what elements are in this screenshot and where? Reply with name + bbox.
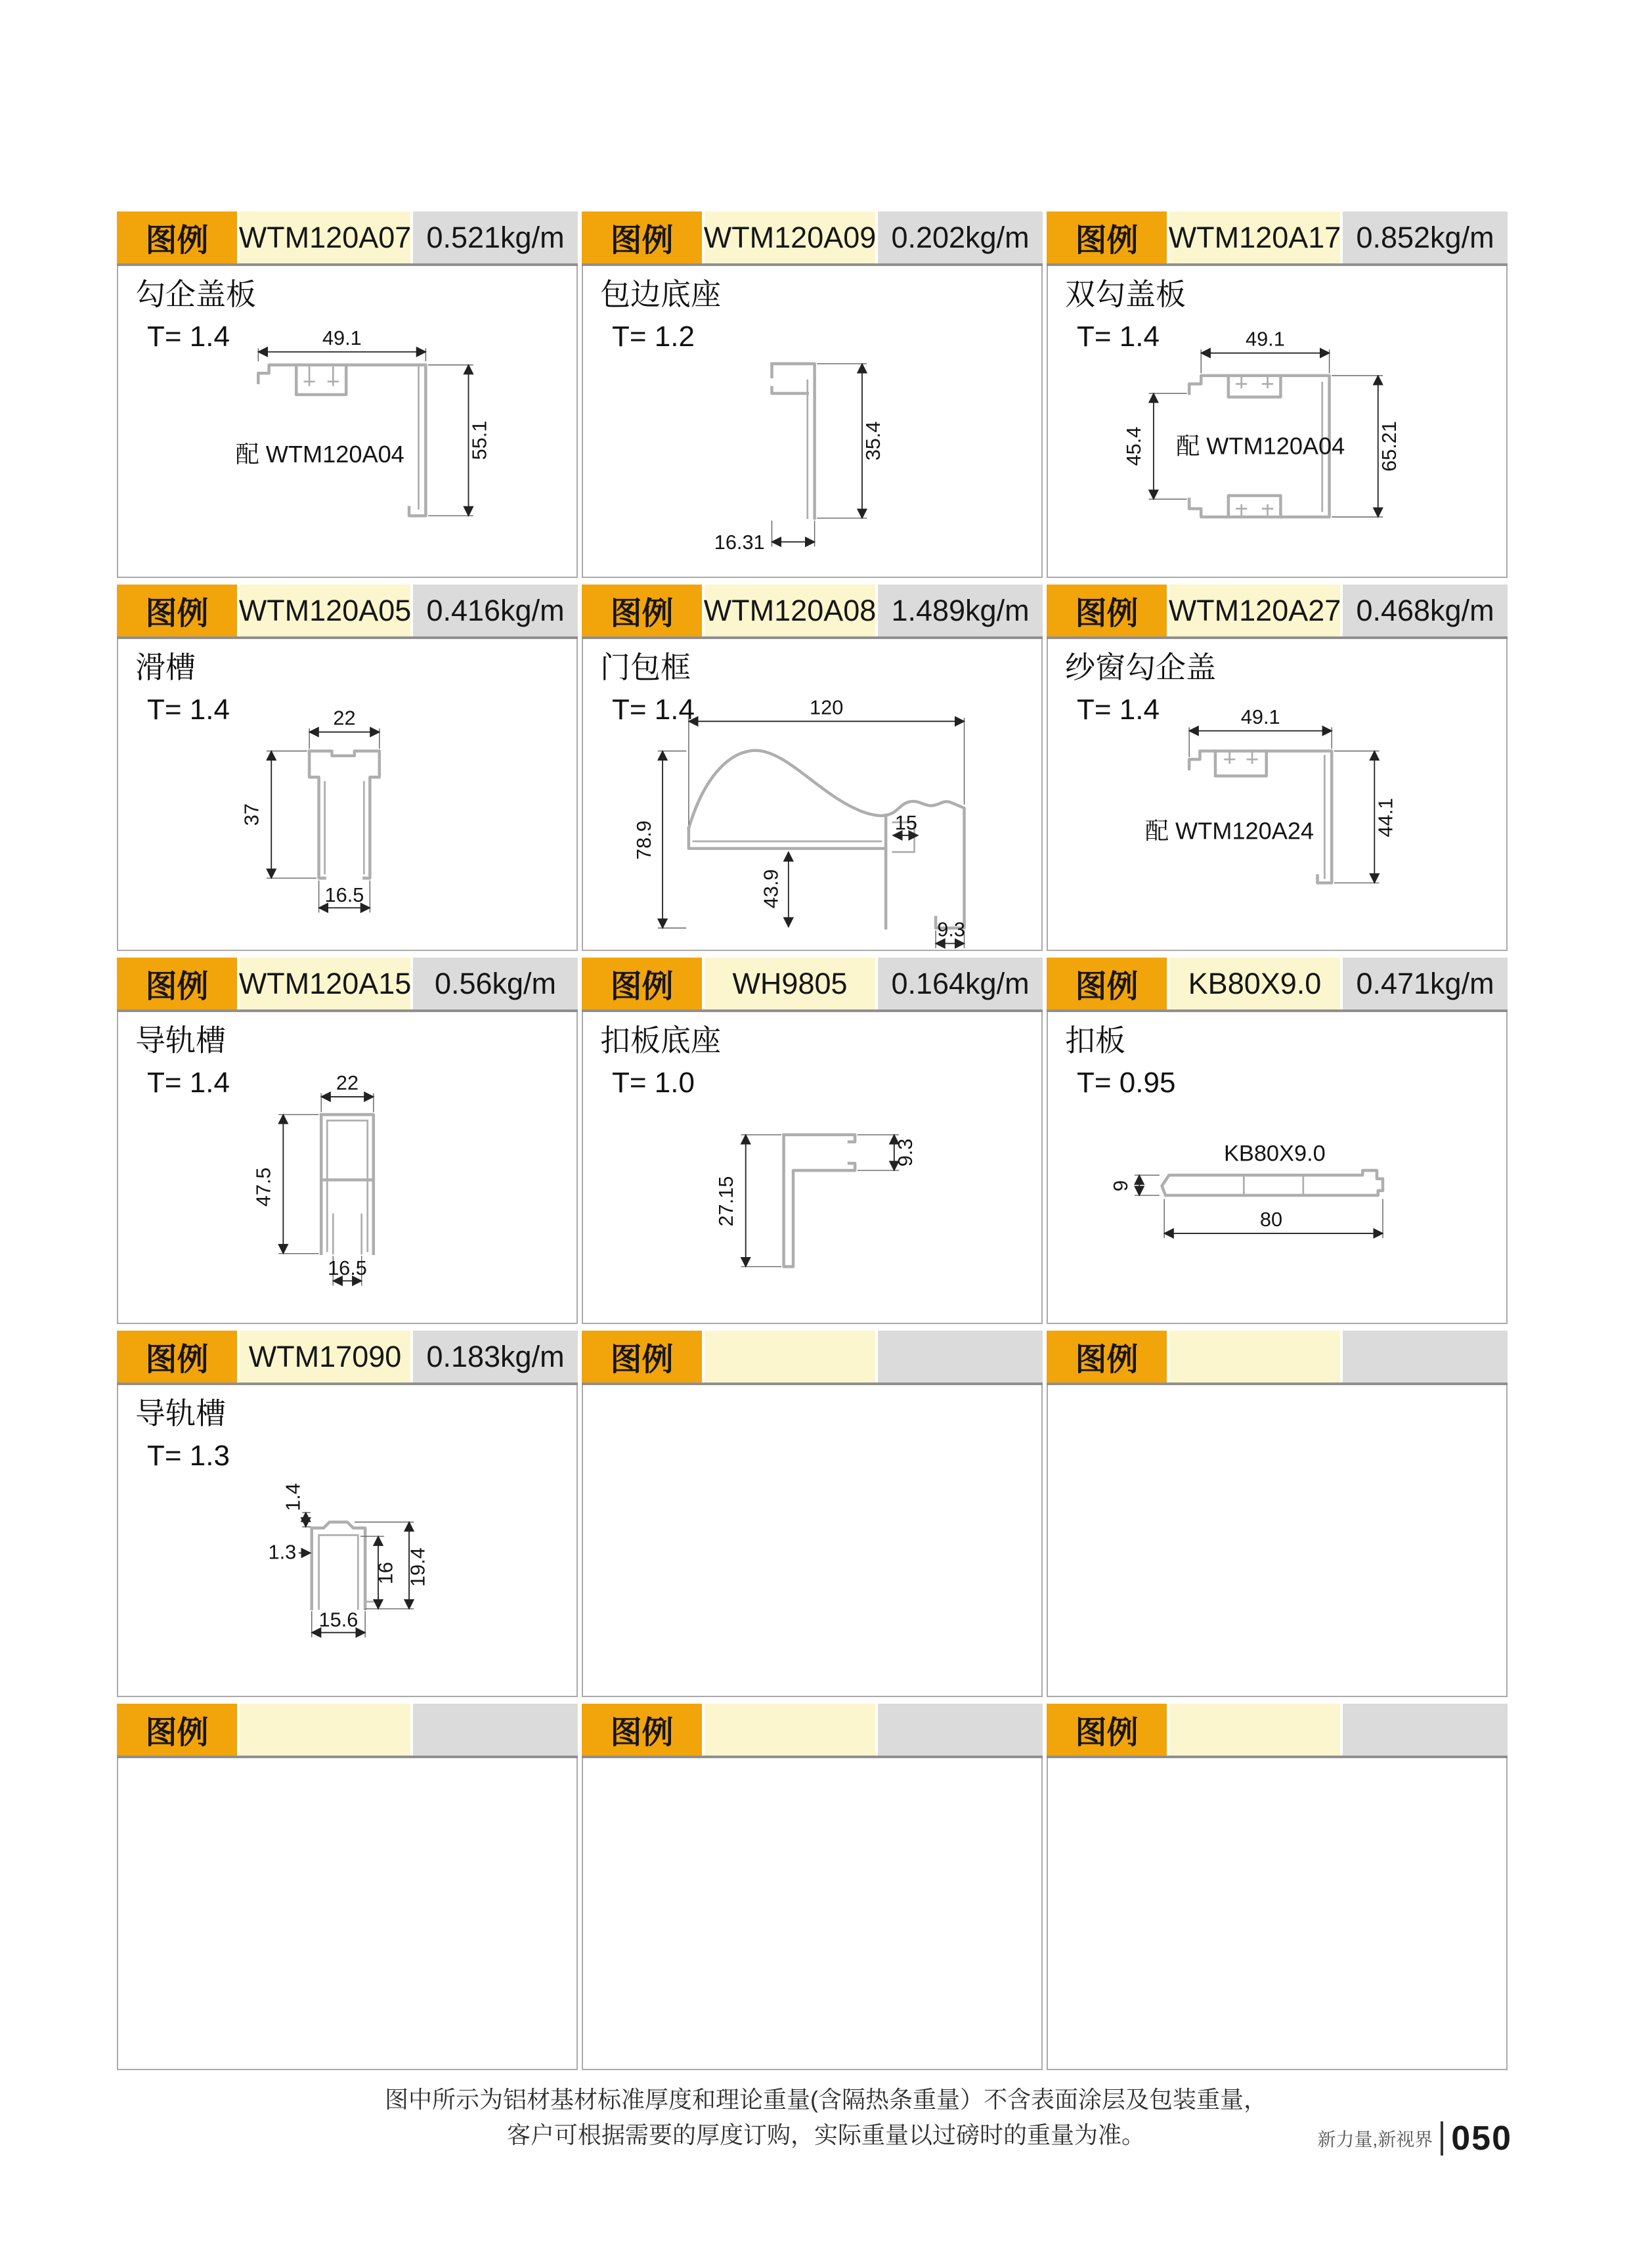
dim-outer: 19.4 bbox=[406, 1547, 429, 1587]
cell-header bbox=[582, 1331, 1043, 1385]
profile-name: 包边底座 bbox=[600, 277, 721, 311]
profile-cell-wh9805 bbox=[582, 958, 1043, 1324]
profile-cell-wtm120a09 bbox=[582, 211, 1043, 578]
dim-bottom: 16.31 bbox=[714, 530, 765, 554]
footer-note-line1: 图中所示为铝材基材标准厚度和理论重量(含隔热条重量）不含表面涂层及包装重量， bbox=[385, 2086, 1267, 2113]
profile-name: 双勾盖板 bbox=[1065, 277, 1186, 311]
profile-name: 纱窗勾企盖 bbox=[1065, 650, 1216, 684]
profile-drawing bbox=[137, 1426, 557, 1699]
profile-cell-empty bbox=[582, 1331, 1043, 1697]
profile-cell-wtm120a05 bbox=[117, 585, 578, 951]
cell-header bbox=[582, 958, 1043, 1012]
dim-right: 9.3 bbox=[893, 1138, 917, 1166]
dim-top: 22 bbox=[336, 1071, 359, 1094]
profile-outline bbox=[309, 751, 380, 878]
profile-cell-empty bbox=[117, 1704, 578, 2070]
profile-code: WTM120A08 bbox=[705, 585, 875, 636]
dim-top: 49.1 bbox=[1245, 327, 1285, 351]
cell-header bbox=[1047, 211, 1508, 266]
dim-top: 49.1 bbox=[1240, 705, 1280, 728]
legend-badge: 图例 bbox=[1047, 1704, 1167, 1756]
dim-right: 44.1 bbox=[1374, 797, 1397, 837]
profile-weight: 0.852kg/m bbox=[1343, 211, 1508, 263]
dim-wall-top: 1.4 bbox=[281, 1482, 305, 1511]
profile-outline bbox=[772, 363, 815, 518]
cell-body bbox=[1047, 1758, 1508, 2070]
cell-header bbox=[1047, 958, 1508, 1012]
cell-body bbox=[1047, 266, 1508, 578]
dim-top: 22 bbox=[333, 706, 356, 730]
profile-thickness: T= 1.3 bbox=[147, 1439, 230, 1472]
profile-weight bbox=[413, 1704, 578, 1756]
profile-cell-wtm17090 bbox=[117, 1331, 578, 1697]
cell-header bbox=[1047, 585, 1508, 639]
profile-thickness: T= 1.0 bbox=[612, 1066, 695, 1099]
dimensions bbox=[1109, 1175, 1383, 1238]
profile-outline bbox=[784, 1134, 856, 1266]
legend-badge: 图例 bbox=[117, 958, 237, 1009]
cell-body bbox=[582, 266, 1043, 578]
profile-cell-kb80x9 bbox=[1047, 958, 1508, 1324]
profile-drawing bbox=[602, 307, 1022, 580]
profile-drawing bbox=[137, 1053, 557, 1326]
dimensions bbox=[236, 326, 491, 515]
profile-code bbox=[705, 1704, 875, 1756]
profile-code: KB80X9.0 bbox=[1169, 958, 1340, 1009]
profile-cell-wtm120a07 bbox=[117, 211, 578, 578]
dim-right: 55.1 bbox=[467, 420, 491, 460]
profile-weight: 0.164kg/m bbox=[878, 958, 1043, 1009]
profile-name: 勾企盖板 bbox=[135, 277, 256, 311]
profile-code: WTM120A17 bbox=[1169, 211, 1340, 263]
legend-badge: 图例 bbox=[582, 1331, 702, 1383]
profile-drawing bbox=[1067, 680, 1487, 953]
dim-left: 37 bbox=[240, 803, 263, 826]
cell-body bbox=[1047, 1012, 1508, 1324]
cell-body bbox=[1047, 1385, 1508, 1697]
profile-thickness: T= 0.95 bbox=[1077, 1066, 1176, 1099]
dim-right: 35.4 bbox=[861, 421, 885, 460]
dimensions bbox=[240, 706, 379, 912]
profile-name: 导轨槽 bbox=[135, 1023, 226, 1057]
dim-left: 47.5 bbox=[251, 1167, 275, 1206]
profile-thickness: T= 1.2 bbox=[612, 320, 695, 353]
profile-thickness: T= 1.4 bbox=[612, 693, 695, 726]
profile-label: KB80X9.0 bbox=[1224, 1141, 1326, 1166]
dim-inner: 16 bbox=[374, 1561, 397, 1584]
profile-cell-empty bbox=[1047, 1331, 1508, 1697]
profile-weight: 0.468kg/m bbox=[1343, 585, 1508, 636]
dim-foot: 9.3 bbox=[937, 918, 965, 941]
legend-badge: 图例 bbox=[1047, 585, 1167, 636]
legend-badge: 图例 bbox=[1047, 958, 1167, 1009]
dim-bottom: 80 bbox=[1259, 1207, 1283, 1231]
profile-drawing bbox=[602, 1053, 1022, 1326]
profile-cell-empty bbox=[1047, 1704, 1508, 2070]
dimensions bbox=[632, 696, 965, 948]
cell-body bbox=[1047, 639, 1508, 951]
profile-thickness: T= 1.4 bbox=[147, 320, 230, 353]
profile-thickness: T= 1.4 bbox=[147, 1066, 230, 1099]
profile-grid bbox=[117, 211, 1508, 2070]
profile-drawing bbox=[1067, 1053, 1487, 1326]
profile-outline bbox=[312, 1522, 375, 1608]
dim-wall-side: 1.3 bbox=[268, 1540, 297, 1564]
profile-weight: 0.183kg/m bbox=[413, 1331, 578, 1383]
dim-right: 65.21 bbox=[1377, 420, 1401, 472]
legend-badge: 图例 bbox=[582, 1704, 702, 1756]
cell-body bbox=[117, 1385, 578, 1697]
dim-top: 49.1 bbox=[322, 326, 362, 349]
page-mark bbox=[1317, 2119, 1512, 2158]
profile-weight: 0.521kg/m bbox=[413, 211, 578, 263]
cell-header bbox=[582, 585, 1043, 639]
cell-body bbox=[582, 1385, 1043, 1697]
profile-code: WTM17090 bbox=[240, 1331, 410, 1383]
profile-drawing bbox=[137, 307, 557, 580]
profile-thickness: T= 1.4 bbox=[1077, 693, 1160, 726]
profile-drawing bbox=[1067, 307, 1487, 580]
cell-header bbox=[117, 1704, 578, 1758]
dimensions bbox=[268, 1483, 429, 1637]
profile-cell-wtm120a17 bbox=[1047, 211, 1508, 578]
cell-header bbox=[117, 211, 578, 266]
profile-outline bbox=[321, 1115, 374, 1254]
dim-mid: 43.9 bbox=[759, 869, 783, 908]
profile-weight: 0.471kg/m bbox=[1343, 958, 1508, 1009]
legend-badge: 图例 bbox=[117, 1704, 237, 1756]
profile-code: WTM120A15 bbox=[240, 958, 410, 1009]
profile-code: WTM120A27 bbox=[1169, 585, 1340, 636]
profile-name: 导轨槽 bbox=[135, 1396, 226, 1430]
profile-cell-wtm120a08 bbox=[582, 585, 1043, 951]
mate-note: 配 WTM120A24 bbox=[1144, 816, 1315, 844]
dim-left: 45.4 bbox=[1122, 426, 1145, 466]
profile-cell-empty bbox=[582, 1704, 1043, 2070]
profile-weight bbox=[1343, 1704, 1508, 1756]
profile-cell-wtm120a27 bbox=[1047, 585, 1508, 951]
cell-header bbox=[582, 1704, 1043, 1758]
dimensions bbox=[714, 1134, 917, 1266]
cell-header bbox=[1047, 1331, 1508, 1385]
profile-drawing bbox=[137, 680, 557, 953]
profile-name: 门包框 bbox=[600, 650, 691, 684]
cell-header bbox=[1047, 1704, 1508, 1758]
cell-header bbox=[582, 211, 1043, 266]
dim-left: 78.9 bbox=[632, 820, 656, 860]
profile-weight bbox=[878, 1331, 1043, 1383]
page-divider bbox=[1441, 2121, 1443, 2156]
dim-left: 9 bbox=[1109, 1180, 1133, 1191]
cell-header bbox=[117, 585, 578, 639]
profile-outline bbox=[689, 750, 965, 927]
dim-bottom: 16.5 bbox=[324, 883, 364, 906]
dim-bottom: 15.6 bbox=[318, 1608, 359, 1631]
profile-thickness: T= 1.4 bbox=[1077, 320, 1160, 353]
legend-badge: 图例 bbox=[582, 585, 702, 636]
profile-name: 扣板底座 bbox=[600, 1023, 721, 1057]
profile-code bbox=[705, 1331, 875, 1383]
cell-body bbox=[117, 639, 578, 951]
dimensions bbox=[1145, 705, 1397, 883]
profile-code: WTM120A05 bbox=[240, 585, 410, 636]
cell-body bbox=[582, 639, 1043, 951]
legend-badge: 图例 bbox=[1047, 211, 1167, 263]
brand-slogan: 新力量,新视界 bbox=[1317, 2129, 1433, 2150]
page-number: 050 bbox=[1451, 2119, 1512, 2158]
cell-body bbox=[117, 266, 578, 578]
profile-weight: 0.56kg/m bbox=[413, 958, 578, 1009]
dim-pocket: 15 bbox=[894, 810, 917, 834]
profile-cell-wtm120a15 bbox=[117, 958, 578, 1324]
legend-badge: 图例 bbox=[582, 211, 702, 263]
profile-code: WTM120A09 bbox=[705, 211, 875, 263]
legend-badge: 图例 bbox=[117, 1331, 237, 1383]
footer-note-line2: 客户可根据需要的厚度订购，实际重量以过磅时的重量为准。 bbox=[506, 2121, 1145, 2148]
dim-bottom: 16.5 bbox=[328, 1256, 367, 1279]
legend-badge: 图例 bbox=[582, 958, 702, 1009]
profile-weight: 0.416kg/m bbox=[413, 585, 578, 636]
profile-outline bbox=[1162, 1170, 1383, 1195]
dim-top: 120 bbox=[810, 696, 844, 719]
cell-body bbox=[117, 1758, 578, 2070]
mate-note: 配 WTM120A04 bbox=[235, 440, 404, 468]
profile-weight bbox=[1343, 1331, 1508, 1383]
profile-weight: 1.489kg/m bbox=[878, 585, 1043, 636]
profile-code bbox=[1169, 1704, 1340, 1756]
cell-header bbox=[117, 1331, 578, 1385]
profile-code bbox=[240, 1704, 410, 1756]
cell-body bbox=[117, 1012, 578, 1324]
cell-body bbox=[582, 1012, 1043, 1324]
profile-name: 扣板 bbox=[1065, 1023, 1125, 1057]
dimensions bbox=[1122, 327, 1401, 516]
legend-badge: 图例 bbox=[117, 585, 237, 636]
dim-left: 27.15 bbox=[714, 1176, 737, 1227]
profile-weight bbox=[878, 1704, 1043, 1756]
cell-body bbox=[582, 1758, 1043, 2070]
profile-code: WH9805 bbox=[705, 958, 875, 1009]
profile-thickness: T= 1.4 bbox=[147, 693, 230, 726]
cell-header bbox=[117, 958, 578, 1012]
legend-badge: 图例 bbox=[1047, 1331, 1167, 1383]
mate-note: 配 WTM120A04 bbox=[1176, 432, 1345, 459]
profile-name: 滑槽 bbox=[135, 650, 196, 684]
profile-code bbox=[1169, 1331, 1340, 1383]
profile-weight: 0.202kg/m bbox=[878, 211, 1043, 263]
profile-drawing bbox=[602, 680, 1022, 953]
profile-code: WTM120A07 bbox=[240, 211, 410, 263]
legend-badge: 图例 bbox=[117, 211, 237, 263]
